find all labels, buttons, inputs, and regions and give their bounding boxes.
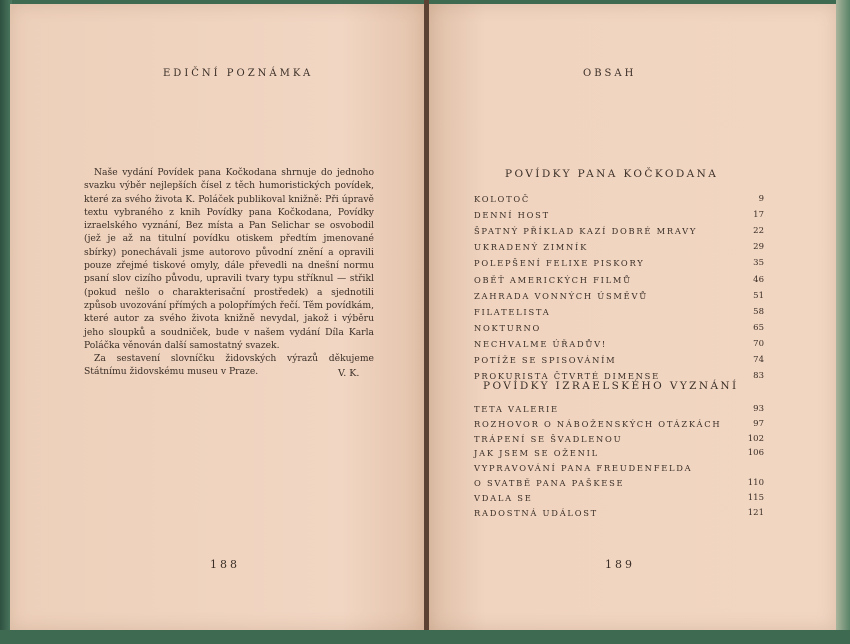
toc-entry-title: UKRADENÝ ZIMNÍK [474, 242, 589, 253]
toc-entry-page: 9 [758, 194, 764, 204]
toc-entry-title: KOLOTOČ [474, 194, 531, 204]
toc-entry-title: TETA VALERIE [474, 404, 559, 414]
toc-entry-page: 29 [753, 242, 764, 253]
toc-entry-page: 115 [747, 492, 764, 503]
toc-entry-title: TRÁPENÍ SE ŠVADLENOU [474, 433, 623, 444]
toc-entry [474, 355, 764, 368]
toc-entry [474, 210, 764, 223]
toc-entry [474, 493, 764, 506]
toc-entry-title: PROKURISTA ČTVRTÉ DIMENSE [474, 371, 660, 382]
toc-entry [474, 226, 764, 239]
toc-entry-page: 35 [753, 258, 764, 269]
toc-entry [474, 448, 764, 461]
editorial-note-heading: EDIČNÍ POZNÁMKA [163, 68, 314, 79]
toc-entry-page: 46 [753, 274, 764, 285]
toc-entry-page: 93 [753, 404, 764, 414]
toc-entry-page: 110 [747, 478, 764, 488]
book-gutter [424, 0, 429, 644]
page-number-right: 189 [605, 558, 635, 571]
toc-entry-page: 22 [753, 226, 764, 237]
editorial-note-signature: V. K. [338, 368, 360, 379]
book-cover-edge-right [836, 0, 850, 644]
toc-section-title: POVÍDKY IZRAELSKÉHO VYZNÁNÍ [483, 380, 739, 392]
editorial-note-paragraph: Za sestavení slovníčku židovských výrazů děkujeme Státnímu židovskému museu v Praze. [84, 353, 374, 378]
toc-entry-title: DENNÍ HOST [474, 210, 550, 221]
toc-entry [474, 291, 764, 304]
toc-entry-title: O SVATBĚ PANA PAŠKESE [474, 478, 625, 488]
toc-entry-page: 70 [753, 338, 764, 349]
toc-entry-title: OBĚŤ AMERICKÝCH FILMŮ [474, 274, 632, 285]
editorial-note-paragraph: Naše vydání Povídek pana Kočkodana shrnuje do jednoho svazku výběr nejlepších čísel z těch humoristických povídek, které za svého života K. Poláček publikoval knižně: Při úpravě textu vybraného z knih Povídky pana Kočkodana, Povídky izraelského vyznání, Bez místa a Pan Selichar se osvobodil (jež je až na titulní povídku otiskem předtím jmenované sbírky) ponechávali jsme autorovo původní znění a opravili pouze zřejmé tiskové omyly, dále převedli na dnešní normu psaní slov cizího původu, upravili tvary typu stříknul — střikl (pokud nešlo o charakterisační prostředek) a sjednotili způsob uvozování přímých a polopřímých řečí. Těm povídkám, které autor za svého života knižně nevydal, jakož i výběru jeho sloupků a soudniček, bude v našem vydání Díla Karla Poláčka věnován další samostatný svazek. [84, 167, 374, 351]
toc-entry-title: NOKTURNO [474, 322, 542, 333]
toc-entry-title: ROZHOVOR O NÁBOŽENSKÝCH OTÁZKÁCH [474, 418, 722, 429]
toc-entry-title: ZAHRADA VONNÝCH ÚSMĚVŮ [474, 290, 648, 301]
toc-entry-title: ŠPATNÝ PŘÍKLAD KAZÍ DOBRÉ MRAVY [474, 226, 698, 237]
toc-entry-title: RADOSTNÁ UDÁLOST [474, 507, 598, 518]
toc-entry-title: POTÍŽE SE SPISOVÁNÍM [474, 355, 617, 365]
toc-entry-page: 58 [753, 306, 764, 317]
toc-entry-page: 17 [753, 210, 764, 221]
toc-entry-page: 97 [753, 418, 764, 429]
toc-entry-page: 65 [753, 322, 764, 333]
editorial-note-text [84, 166, 374, 379]
toc-entry [474, 194, 764, 207]
toc-entry [474, 258, 764, 271]
toc-entry-title: NECHVALME ÚŘADŮV! [474, 338, 607, 349]
toc-entry-title: POLEPŠENÍ FELIXE PISKORY [474, 258, 645, 269]
toc-entry-title: JAK JSEM SE OŽENIL [474, 448, 599, 459]
toc-entry [474, 463, 764, 476]
toc-entry-page: 106 [747, 448, 764, 459]
toc-entry [474, 404, 764, 417]
toc-section-title: POVÍDKY PANA KOČKODANA [505, 168, 719, 180]
book-cover-edge-bottom [0, 630, 850, 644]
toc-entry-title: FILATELISTA [474, 306, 551, 317]
toc-entry-page: 51 [753, 290, 764, 301]
toc-entry-title: VYPRAVOVÁNÍ PANA FREUDENFELDA [474, 463, 693, 474]
page-number-left: 188 [210, 558, 240, 571]
toc-entry-page: 74 [753, 355, 764, 365]
toc-entry [474, 434, 764, 447]
toc-entry [474, 242, 764, 255]
toc-entry-page: 121 [747, 507, 764, 518]
toc-entry [474, 339, 764, 352]
contents-heading: OBSAH [583, 68, 637, 79]
toc-entry [474, 275, 764, 288]
toc-entry-title: VDALA SE [474, 492, 533, 503]
toc-entry [474, 307, 764, 320]
toc-entry-page: 83 [753, 371, 764, 382]
toc-entry [474, 478, 764, 491]
toc-entry-page: 102 [747, 433, 764, 444]
toc-entry [474, 419, 764, 432]
toc-entry [474, 323, 764, 336]
toc-entry [474, 508, 764, 521]
